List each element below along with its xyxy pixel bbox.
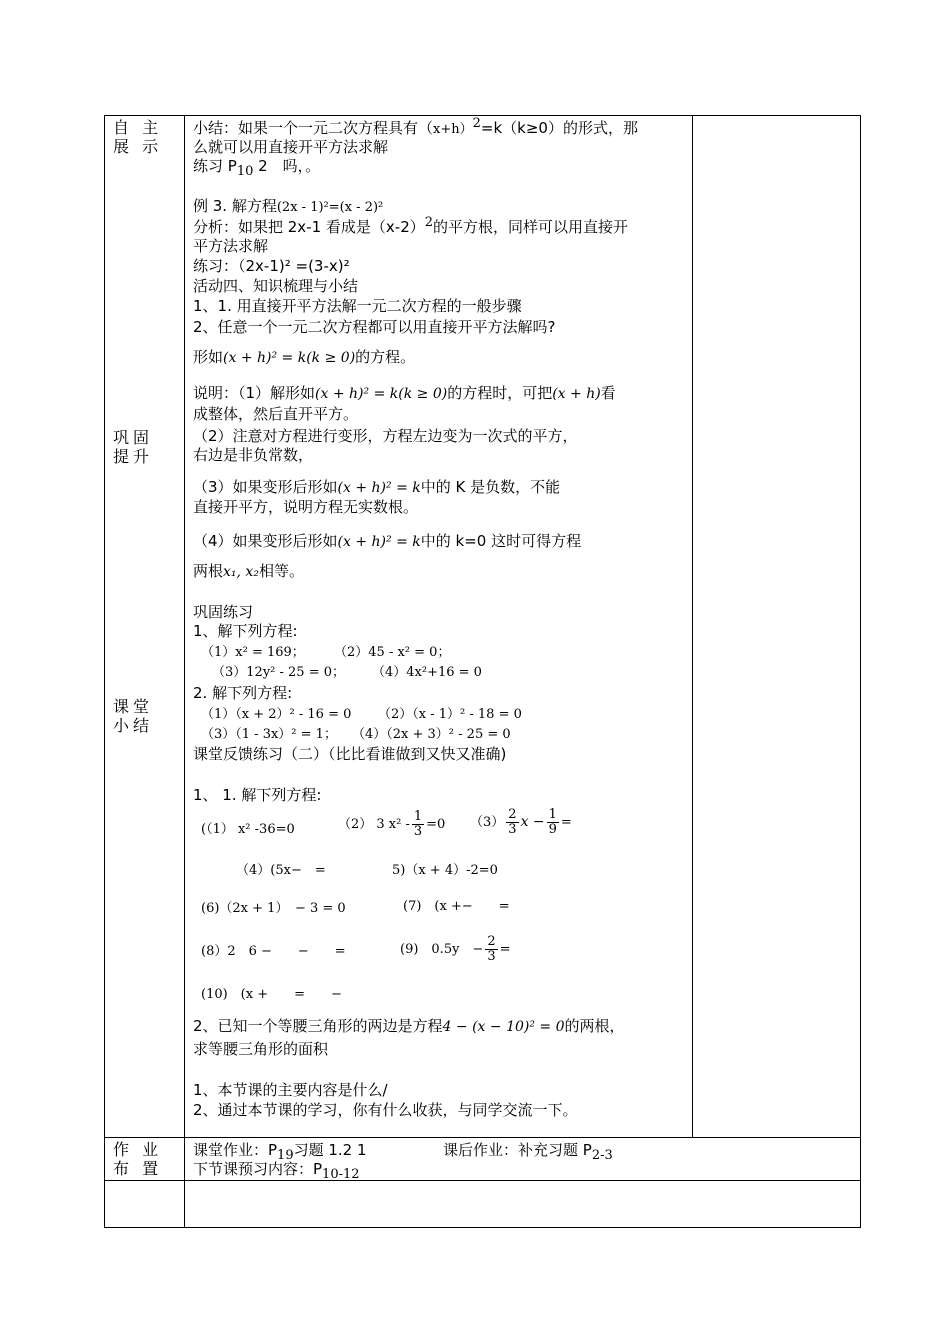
example3-analysis-2: 平方法求解	[193, 237, 269, 255]
homework-next: 下节课预习内容：$P_{10-12}$	[193, 1160, 360, 1182]
activity4-note-4: （4）如果变形后形如(x + h)² = k中的 k=0 这时可得方程	[193, 532, 582, 550]
table-left-border	[104, 115, 105, 1228]
practice-2-item-3: （3）（1 - 3x）² = 1；	[201, 727, 337, 742]
activity4-note-3: （3）如果变形后形如(x + h)² = k中的 K 是负数，不能	[193, 478, 561, 496]
exercise-4: （4）(5x− =	[236, 863, 326, 878]
table-top-border	[104, 115, 861, 116]
practice-2-item-2: （2）（x - 1）² - 18 = 0	[378, 707, 522, 722]
exercise-3: （3） $\frac{2}{3}$ x − $\frac{1}{9}$ =	[470, 807, 572, 837]
example3-practice: 练习：（2x-1)² =(3-x)²	[193, 257, 350, 275]
practice-title: 巩固练习	[193, 603, 254, 621]
example3-analysis: 分析：如果把 2x-1 看成是$(x-2)^2$的平方根，同样可以用直接开	[193, 215, 629, 236]
activity4-note-3-line-2: 直接开平方，说明方程无实数根。	[193, 498, 419, 516]
activity4-note-2: （2）注意对方程进行变形，方程左边变为一次式的平方，	[193, 427, 578, 445]
column-divider-label	[184, 115, 185, 1228]
practice-1-item-1: （1）x² = 169；	[201, 645, 305, 660]
exercise-question-2: 2、已知一个等腰三角形的两边是方程4 − (x − 10)² = 0的两根，	[193, 1017, 625, 1035]
row-divider-homework	[104, 1137, 861, 1138]
column-divider-notes	[692, 115, 693, 1138]
summary-practice: 练习 $P_{10}$ 2 吗，。	[193, 157, 321, 179]
activity4-form: 形如(x + h)² = k(k ≥ 0)的方程。	[193, 348, 416, 366]
activity4-note-2-line-2: 右边是非负常数，	[193, 446, 314, 464]
reflection-1: 1、本节课的主要内容是什么/	[193, 1081, 388, 1099]
table-right-border	[860, 115, 861, 1228]
practice-1-item-4: （4）4x²+16 = 0	[372, 665, 482, 680]
summary-line-2: 么就可以用直接开平方法求解	[193, 138, 389, 156]
exercise-2: （2） 3 x² - $\frac{1}{3}$ =0	[338, 809, 446, 839]
exercise-5: 5)（x + 4）-2=0	[392, 863, 498, 878]
reflection-2: 2、通过本节课的学习，你有什么收获，与同学交流一下。	[193, 1101, 578, 1119]
activity4-note-1: 说明：（1）解形如(x + h)² = k(k ≥ 0)的方程时，可把(x + h)看	[193, 384, 616, 402]
label-ketang-xiaojie: 课堂 小结	[113, 697, 154, 735]
practice-2-item-1: （1）（x + 2）² - 16 = 0	[201, 707, 352, 722]
label-gonggu-tisheng: 巩固 提升	[113, 428, 154, 466]
exercise-9: (9) 0.5y − $\frac{2}{3}$ =	[400, 934, 511, 964]
homework-after: 课后作业：补充习题 $P_{2-3}$	[443, 1141, 613, 1163]
activity4-note-1-line-2: 成整体，然后直开平方。	[193, 405, 359, 423]
label-zizhu-zhanshi: 自 主 展 示	[113, 118, 163, 156]
activity4-title: 活动四、知识梳理与小结	[193, 277, 359, 295]
activity4-question-2: 2、任意一个一元二次方程都可以用直接开平方法解吗?	[193, 318, 556, 336]
exercise-8: (8）2 6 − − =	[201, 944, 346, 959]
exercise-6: (6)（2x + 1） − 3 = 0	[201, 901, 346, 916]
practice-question-1: 1、解下列方程:	[193, 622, 298, 640]
feedback-title: 课堂反馈练习（二）（比比看谁做到又快又准确)	[193, 745, 507, 763]
exercise-10: (10) (x + = −	[201, 987, 342, 1002]
exercise-1: (（1） x² -36=0	[201, 822, 295, 837]
exercises-head: 1、 1. 解下列方程:	[193, 786, 322, 804]
label-zuoye-buzhi: 作 业 布 置	[113, 1140, 163, 1178]
practice-question-2: 2. 解下列方程:	[193, 684, 293, 702]
homework-class: 课堂作业：$P_{19}$习题 1.2 1	[193, 1141, 367, 1163]
activity4-question-1: 1、1. 用直接开平方法解一元二次方程的一般步骤	[193, 297, 522, 315]
exercise-7: (7) (x +− =	[403, 899, 510, 914]
example3-title: 例 3. 解方程(2x - 1)²=(x - 2)²	[193, 197, 384, 215]
summary-line-1: 小结：如果一个一元二次方程具有$(x+h)^2=k(k\ge 0)$的形式，那	[193, 116, 638, 137]
row-divider-empty	[104, 1180, 861, 1181]
practice-1-item-3: （3）12y² - 25 = 0；	[212, 665, 345, 680]
table-bottom-border	[104, 1227, 861, 1228]
activity4-note-4-line-2: 两根x₁, x₂相等。	[193, 562, 304, 580]
exercise-question-2-line-2: 求等腰三角形的面积	[193, 1040, 329, 1058]
practice-2-item-4: （4）（2x + 3）² - 25 = 0	[352, 727, 511, 742]
practice-1-item-2: （2）45 - x² = 0；	[334, 645, 451, 660]
